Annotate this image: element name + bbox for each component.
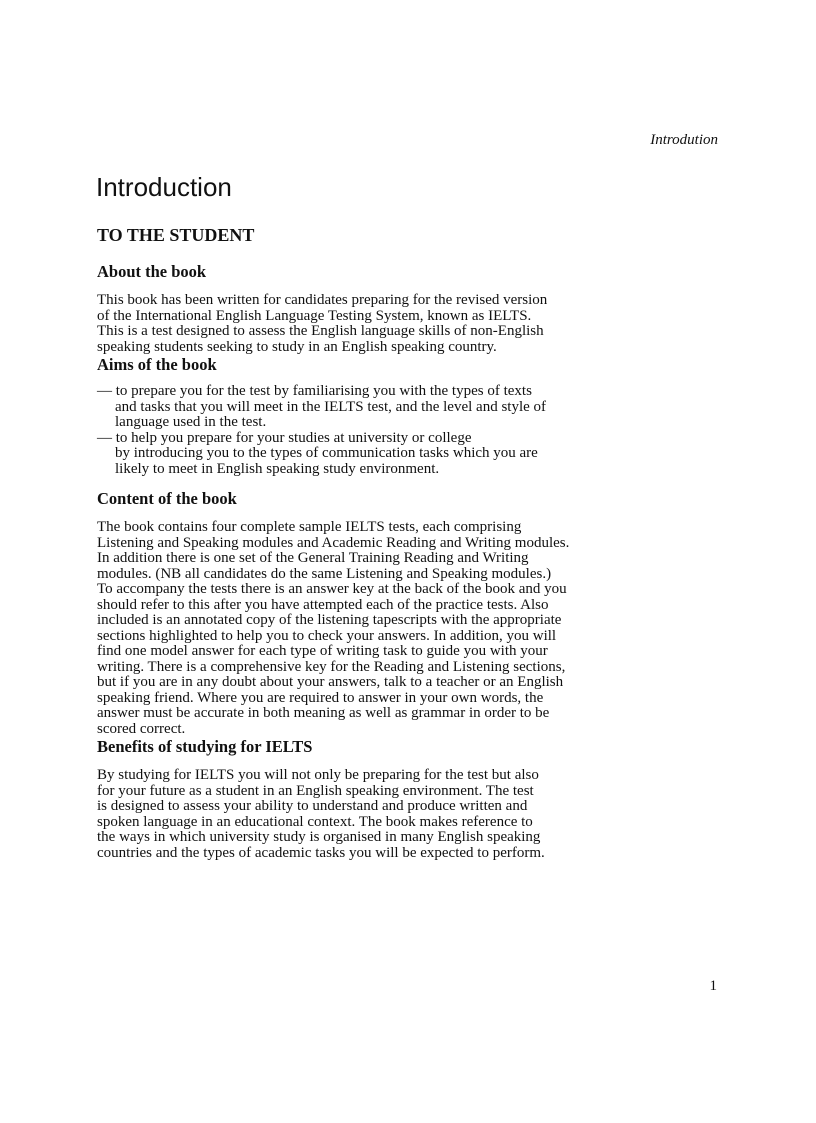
aim-item <box>97 384 657 431</box>
paragraph-line: In addition there is one set of the General Training Reading and Writing <box>97 550 529 566</box>
paragraph-line: but if you are in any doubt about your answers, talk to a teacher or an English <box>97 674 564 690</box>
paragraph-line: sections highlighted to help you to check your answers. In addition, you will <box>97 627 557 644</box>
paragraph-line: scored correct. <box>97 720 186 737</box>
paragraph-line: speaking students seeking to study in an English speaking country. <box>97 338 497 355</box>
paragraph-line: By studying for IELTS you will not only be preparing for the test but also <box>97 767 539 783</box>
aims-list <box>97 384 657 477</box>
paragraph-line: writing. There is a comprehensive key for the Reading and Listening sections, <box>97 658 566 675</box>
running-head: Introdution <box>650 132 718 148</box>
chapter-title: Introduction <box>96 172 232 202</box>
paragraph-line: speaking friend. Where you are required to answer in your own words, the <box>97 689 544 706</box>
benefits-heading: Benefits of studying for IELTS <box>97 737 313 756</box>
paragraph-line: answer must be accurate in both meaning as well as grammar in order to be <box>97 705 550 721</box>
paragraph-line: for your future as a student in an English speaking environment. The test <box>97 782 534 799</box>
benefits-paragraph <box>97 768 657 861</box>
aim-line: by introducing you to the types of communication tasks which you are <box>115 445 538 461</box>
paragraph-line: of the International English Language Testing System, known as IELTS. <box>97 307 532 324</box>
paragraph-line: To accompany the tests there is an answer key at the back of the book and you <box>97 581 567 597</box>
page-body <box>97 262 657 861</box>
paragraph-line: spoken language in an educational context. The book makes reference to <box>97 813 533 830</box>
paragraph-line: This is a test designed to assess the English language skills of non-English <box>97 323 544 339</box>
paragraph-line: Listening and Speaking modules and Academic Reading and Writing modules. <box>97 534 570 551</box>
aim-line: — to help you prepare for your studies at university or college <box>97 429 472 446</box>
aim-line: language used in the test. <box>115 414 267 430</box>
paragraph-line: countries and the types of academic tasks you will be expected to perform. <box>97 844 545 861</box>
paragraph-line: The book contains four complete sample IELTS tests, each comprising <box>97 519 522 535</box>
content-paragraph <box>97 520 657 737</box>
aim-item <box>97 431 657 478</box>
paragraph-line: modules. (NB all candidates do the same Listening and Speaking modules.) <box>97 565 552 582</box>
paragraph-line: is designed to assess your ability to understand and produce written and <box>97 798 528 814</box>
paragraph-line: included is an annotated copy of the listening tapescripts with the appropriate <box>97 612 562 628</box>
aim-line: and tasks that you will meet in the IELTS test, and the level and style of <box>115 398 547 415</box>
paragraph-line: find one model answer for each type of writing task to guide you with your <box>97 643 548 659</box>
aim-line: — to prepare you for the test by familiarising you with the types of texts <box>97 383 532 399</box>
page-number: 1 <box>709 978 717 994</box>
paragraph-line: the ways in which university study is organised in many English speaking <box>97 829 541 845</box>
aims-heading: Aims of the book <box>97 355 217 374</box>
about-paragraph <box>97 293 657 355</box>
about-heading: About the book <box>97 262 207 281</box>
paragraph-line: This book has been written for candidates preparing for the revised version <box>97 292 548 308</box>
content-heading: Content of the book <box>97 489 237 508</box>
paragraph-line: should refer to this after you have attempted each of the practice tests. Also <box>97 596 549 613</box>
aim-line: likely to meet in English speaking study environment. <box>115 460 440 477</box>
section-title: TO THE STUDENT <box>97 225 255 245</box>
